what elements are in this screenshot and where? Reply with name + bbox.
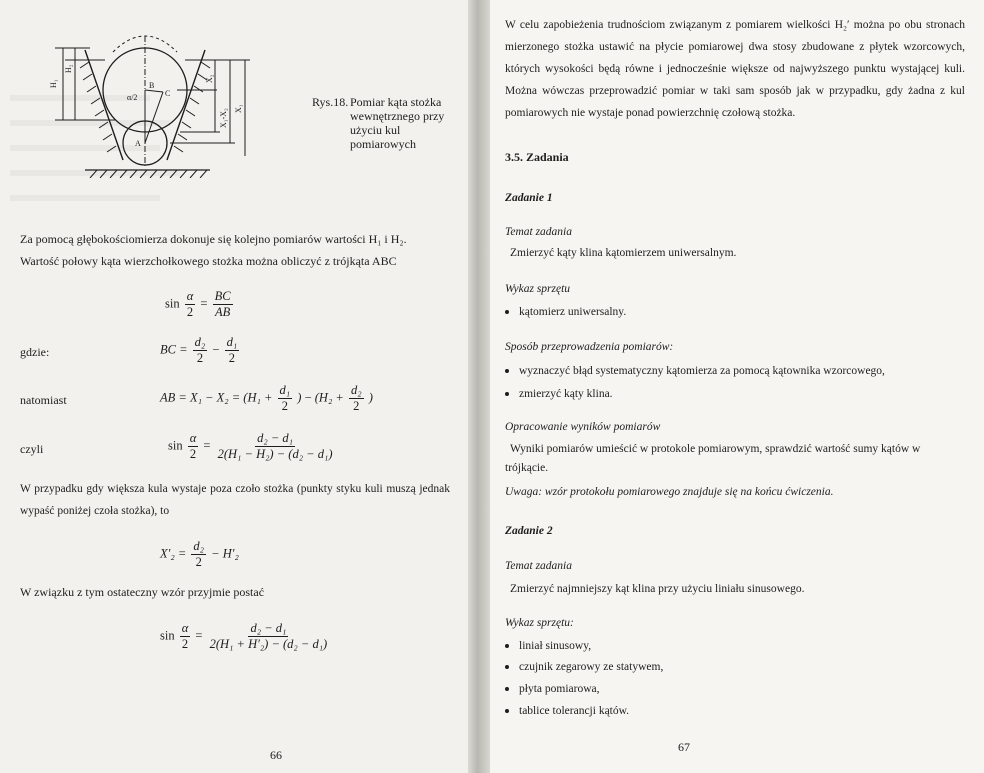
list-item: zmierzyć kąty klina. — [505, 388, 613, 400]
right-page — [490, 0, 984, 773]
label-b: B — [149, 81, 155, 90]
task1-results-line2: trójkącie. — [505, 462, 549, 474]
left-page — [0, 0, 468, 773]
task1-topic-label: Temat zadania — [505, 226, 572, 238]
label-czyli: czyli — [20, 442, 44, 456]
label-h2: H₂ — [64, 64, 73, 73]
case-paragraph: W przypadku gdy większa kula wystaje poza czoło stożka (punkty styku kuli muszą jednak wypaść poniżej czoła stożka), to — [20, 483, 450, 517]
label-gdzie: gdzie: — [20, 345, 50, 359]
label-x1-x2: X₁-X₂ — [219, 108, 228, 128]
intro-line-1: Za pomocą głębokościomierza dokonuje się kolejno pomiarów wartości H₁ i H₂. — [20, 232, 407, 246]
task2-topic: Zmierzyć najmniejszy kąt klina przy użyciu liniału sinusowego. — [510, 583, 805, 595]
figure-label: Rys.18. — [312, 95, 349, 109]
intro-paragraph: W celu zapobieżenia trudnościom związanym z pomiarem wielkości H₂′ można po obu stronach mierzonego stożka ustawić na płycie pomiarowej dwa stosy zbudowane z płytek wzorcowych, których wysokości będą równe i jednocześnie większe od najwyższego punktu wystającej kuli. Można wówczas przeprowadzić pomiar w taki sam sposób jak w przypadku, gdy żadna z kul pomiarowych nie wystaje ponad powierzchnię czołową stożka. — [505, 19, 965, 119]
list-item: tablice tolerancji kątów. — [505, 705, 629, 717]
task2-equipment-label: Wykaz sprzętu: — [505, 617, 574, 629]
list-item: czujnik zegarowy ze statywem, — [505, 661, 663, 673]
section-title: 3.5. Zadania — [505, 150, 569, 164]
formula-sin-final: sin $\frac{\alpha}{2}$ = $\frac{\text{d₂ − d₁}}{\text{2(H₁ + H′₂) − (d₂ − d₁)}}$ — [160, 621, 328, 651]
task1-note: Uwaga: wzór protokołu pomiarowego znajduje się na końcu ćwiczenia. — [505, 486, 834, 498]
task1-topic: Zmierzyć kąty klina kątomierzem uniwersalnym. — [510, 247, 737, 259]
task2-topic-label: Temat zadania — [505, 560, 572, 572]
label-x2: X₂ — [205, 74, 214, 83]
label-alpha: α/2 — [127, 93, 138, 102]
task1-method-label: Sposób przeprowadzenia pomiarów: — [505, 341, 674, 353]
list-item: kątomierz uniwersalny. — [505, 306, 626, 318]
page-number-right: 67 — [678, 740, 690, 754]
task1-results-label: Opracowanie wyników pomiarów — [505, 421, 661, 433]
task1-equipment-label: Wykaz sprzętu — [505, 283, 571, 295]
formula-x2-prime: X′₂ = $\frac{\text{d₂}}{2}$ − H′₂ — [160, 539, 239, 569]
label-x1: X₁ — [234, 104, 243, 113]
list-item: liniał sinusowy, — [505, 640, 591, 652]
label-natomiast: natomiast — [20, 393, 67, 407]
formula-sin-full: sin $\frac{\alpha}{2}$ = $\frac{\text{d₂ − d₁}}{\text{2(H₁ − H₂) − (d₂ − d₁)}}$ — [168, 431, 333, 461]
formula-bc: BC = $\frac{\text{d₂}}{2}$ − $\frac{\text{d₁}}{2}$ — [160, 335, 238, 365]
intro-line-2: Wartość połowy kąta wierzchołkowego stożka można obliczyć z trójkąta ABC — [20, 254, 397, 268]
page-number-left: 66 — [270, 748, 282, 762]
task1-results-line1: Wyniki pomiarów umieścić w protokole pomiarowym, sprawdzić wartość sumy kątów w — [510, 443, 921, 455]
label-a: A — [135, 139, 141, 148]
label-h1: H₁ — [49, 79, 58, 88]
figure-caption: Pomiar kąta stożka wewnętrznego przy użyciu kul pomiarowych — [350, 95, 445, 151]
task2-title: Zadanie 2 — [505, 525, 553, 537]
formula-ab: AB = X₁ − X₂ = (H₁ + $\frac{\text{d₁}}{2}$ ) − (H₂ + $\frac{\text{d₂}}{2}$ ) — [160, 383, 373, 413]
task1-title: Zadanie 1 — [505, 192, 553, 204]
final-formula-intro: W związku z tym ostateczny wzór przyjmie postać — [20, 585, 265, 599]
list-item: wyznaczyć błąd systematyczny kątomierza za pomocą kątownika wzorcowego, — [505, 365, 885, 377]
label-c: C — [165, 89, 171, 98]
bleed-through — [10, 195, 160, 201]
cone-measurement-figure — [45, 28, 260, 178]
formula-sin-bc-ab: sin $\frac{\alpha}{2}$ = $\frac{BC}{AB}$ — [165, 289, 231, 319]
list-item: płyta pomiarowa, — [505, 683, 599, 695]
